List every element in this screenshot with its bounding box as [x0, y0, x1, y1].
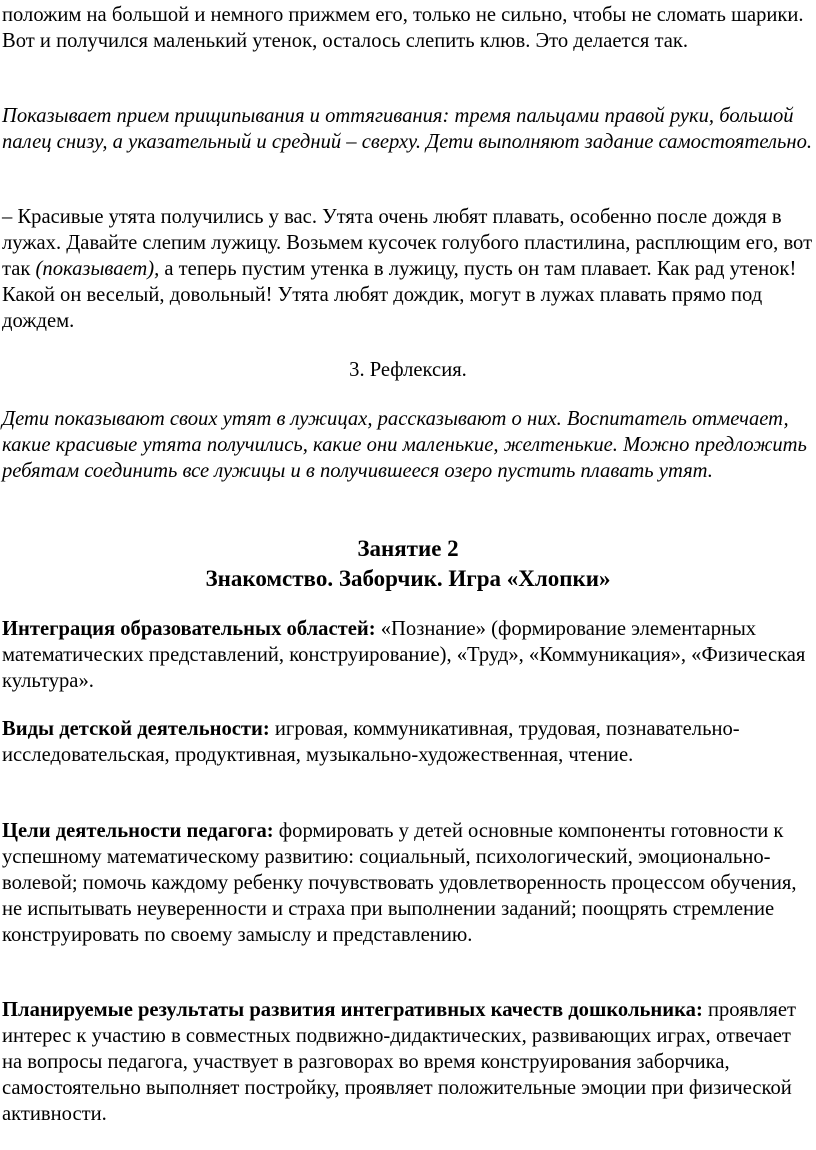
paragraph-technique-text: Показывает прием прищипывания и оттягивания: тремя пальцами правой руки, большой палец снизу, а указательный и средний – сверху. Дети выполняют задание самостоятельно. [2, 105, 813, 153]
reflection-heading [2, 357, 814, 383]
paragraph-puddle-text-2: а теперь пустим утенка в лужицу, пусть он там плавает. Как рад утенок! Какой он веселый, довольный! Утята любят дождик, могут в лужах плавать прямо под дождем. [2, 258, 797, 332]
paragraph-puddle-text-1: – Красивые утята получились у вас. Утята очень любят плавать, особенно после дождя в лужах. Давайте слепим лужицу. Возьмем кусочек голубого пластилина, расплющим его, вот так [2, 206, 813, 280]
lesson-title-line-1: Занятие 2 [357, 536, 459, 561]
section-goals-text: формировать у детей основные компоненты готовности к успешному математическому развитию: социальный, психологический, эмоционально-волевой; помочь каждому ребенку почувствовать удовлетворенность процессом обучения, не испытывать неуверенности и страха при выполнении заданий; поощрять стремление конструировать по своему замыслу и представлению. [2, 820, 797, 946]
section-goals-label: Цели деятельности педагога: [2, 820, 274, 842]
paragraph-reflection-text: Дети показывают своих утят в лужицах, рассказывают о них. Воспитатель отмечает, какие красивые утята получились, какие они маленькие, желтенькие. Можно предложить ребятам соединить все лужицы и в получившееся озеро пустить плавать утят. [2, 408, 807, 482]
section-integration-text: «Познание» (формирование элементарных математических представлений, конструирование), «Труд», «Коммуникация», «Физическая культура». [2, 618, 806, 692]
lesson-title-block [2, 534, 814, 594]
paragraph-technique-note [2, 103, 814, 155]
section-planned-results [2, 997, 814, 1127]
lesson-title-line-2: Знакомство. Заборчик. Игра «Хлопки» [205, 566, 611, 591]
section-integration [2, 616, 814, 694]
paragraph-continuation-text: положим на большой и немного прижмем его, только не сильно, чтобы не сломать шарики. Вот и получился маленький утенок, осталось слепить клюв. Это делается так. [2, 4, 804, 52]
section-activities [2, 716, 814, 768]
section-integration-label: Интеграция образовательных областей: [2, 618, 376, 640]
paragraph-puddle-italic: (показывает), [35, 258, 160, 280]
paragraph-reflection-description [2, 406, 814, 484]
paragraph-puddle-speech [2, 204, 814, 334]
section-results-text: проявляет интерес к участию в совместных подвижно-дидактических, развивающих играх, отвечает на вопросы педагога, участвует в разговорах во время конструирования заборчика, самостоятельно выполняет постройку, проявляет положительные эмоции при физической активности. [2, 999, 797, 1125]
reflection-heading-text: 3. Рефлексия. [349, 359, 467, 381]
paragraph-continuation [2, 2, 814, 54]
section-results-label: Планируемые результаты развития интегративных качеств дошкольника: [2, 999, 703, 1021]
section-activities-text: игровая, коммуникативная, трудовая, познавательно-исследовательская, продуктивная, музыкально-художественная, чтение. [2, 718, 740, 766]
section-goals [2, 818, 814, 948]
section-activities-label: Виды детской деятельности: [2, 718, 270, 740]
